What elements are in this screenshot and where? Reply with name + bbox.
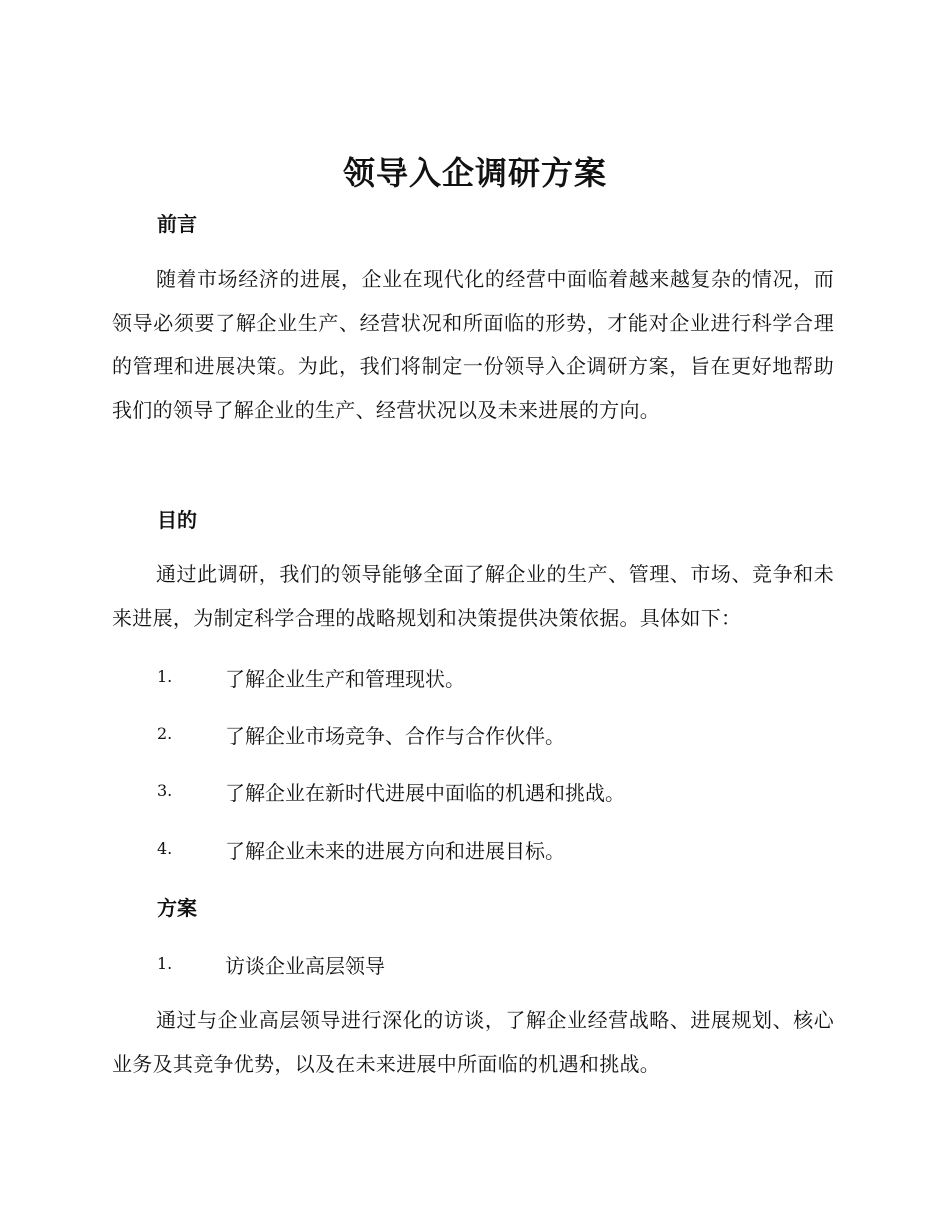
list-text: 了解企业未来的进展方向和进展目标。 [225,839,565,863]
list-text: 了解企业生产和管理现状。 [225,667,465,691]
purpose-paragraph: 通过此调研，我们的领导能够全面了解企业的生产、管理、市场、竞争和未来进展，为制定科学合理的战略规划和决策提供决策依据。具体如下： [112,562,834,630]
plan-paragraph: 通过与企业高层领导进行深化的访谈，了解企业经营战略、进展规划、核心业务及其竞争优势，以及在未来进展中所面临的机遇和挑战。 [112,1008,834,1076]
list-number: 4. [157,839,173,858]
section-heading-plan: 方案 [157,896,197,920]
preface-paragraph: 随着市场经济的进展，企业在现代化的经营中面临着越来越复杂的情况，而领导必须要了解企业生产、经营状况和所面临的形势，才能对企业进行科学合理的管理和进展决策。为此，我们将制定一份领导入企调研方案，旨在更好地帮助我们的领导了解企业的生产、经营状况以及未来进展的方向。 [112,267,834,422]
section-heading-preface: 前言 [157,212,197,236]
list-text: 访谈企业高层领导 [225,954,385,978]
list-number: 1. [157,954,173,973]
document-title: 领导入企调研方案 [342,154,607,192]
list-text: 了解企业在新时代进展中面临的机遇和挑战。 [225,781,625,805]
list-number: 1. [157,667,173,686]
list-number: 3. [157,781,173,800]
list-number: 2. [157,724,173,743]
section-heading-purpose: 目的 [157,508,197,532]
list-text: 了解企业市场竞争、合作与合作伙伴。 [225,724,565,748]
